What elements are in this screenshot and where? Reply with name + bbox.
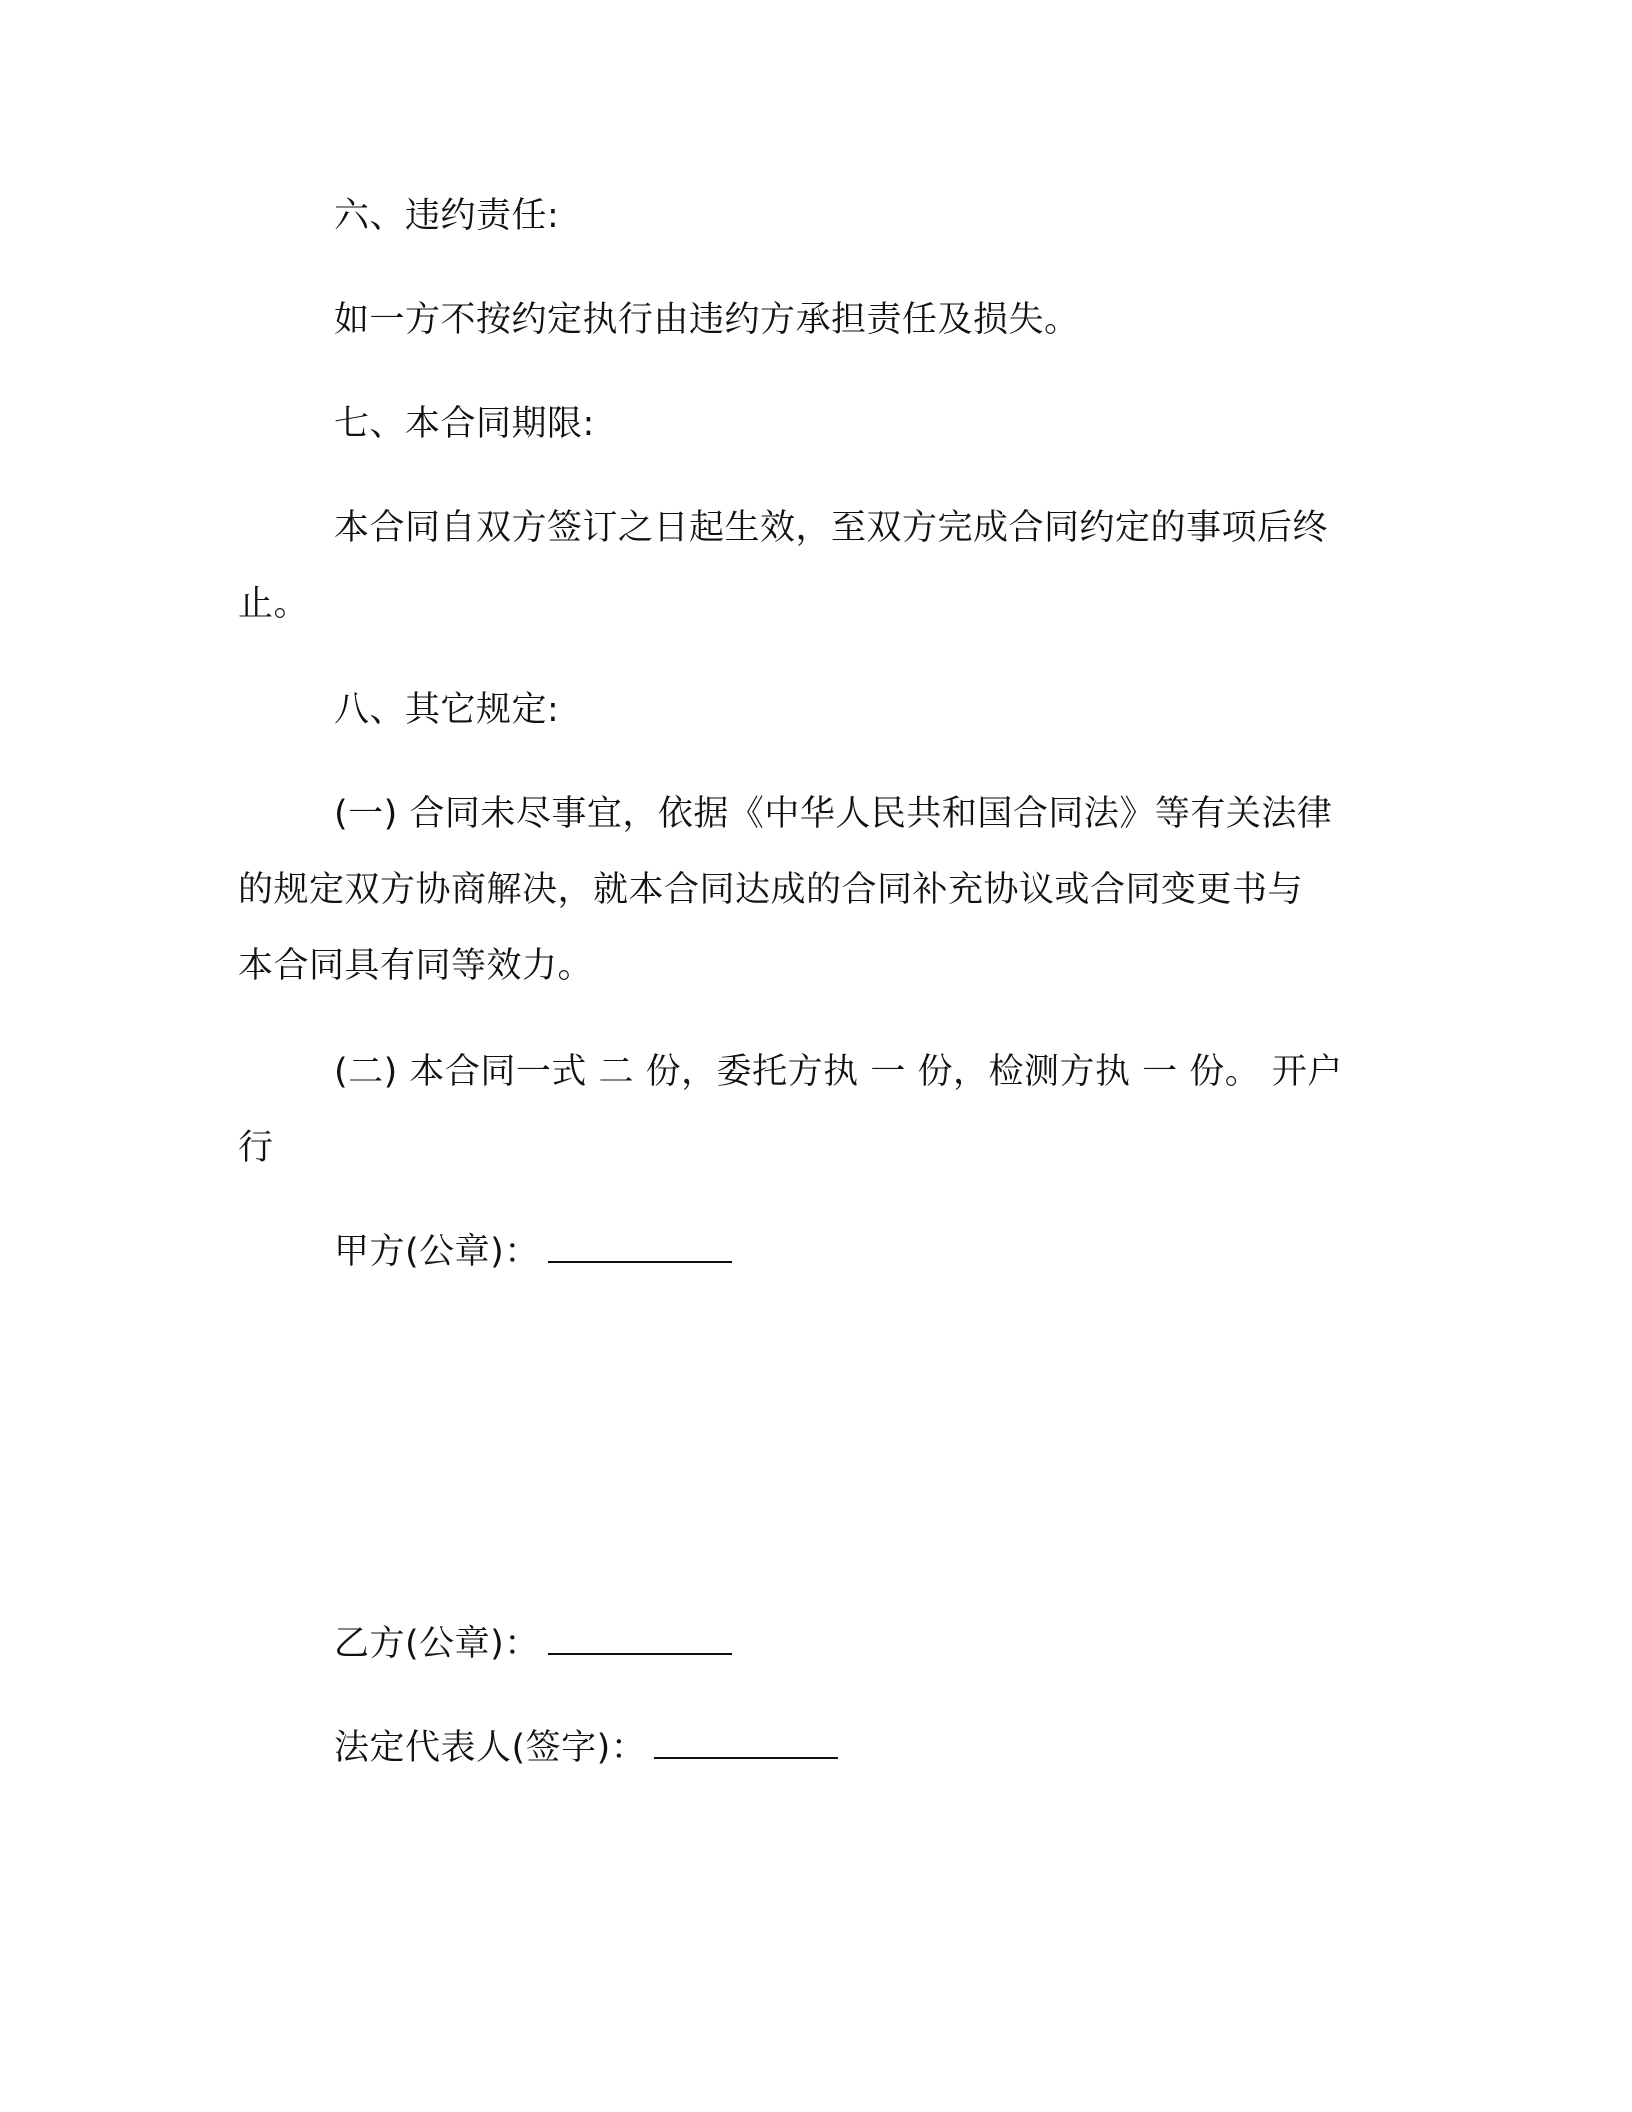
section8-clause1-line1: (一) 合同未尽事宜，依据《中华人民共和国合同法》等有关法律 [334, 794, 1333, 834]
section8-heading: 八、其它规定: [334, 690, 560, 730]
section8-clause2-line1: (二) 本合同一式 二 份，委托方执 一 份，检测方执 一 份。 开户 [334, 1052, 1343, 1092]
section7-body-line2: 止。 [238, 584, 310, 624]
legal-rep-label: 法定代表人(签字)： [334, 1728, 647, 1768]
party-a-label: 甲方(公章)： [334, 1232, 540, 1272]
party-b-blank [548, 1623, 732, 1655]
legal-rep-signature-line [334, 1726, 838, 1770]
section6-heading: 六、违约责任: [334, 196, 560, 236]
section8-clause1-line2: 的规定双方协商解决，就本合同达成的合同补充协议或合同变更书与 [238, 870, 1304, 910]
legal-rep-blank [654, 1727, 838, 1759]
party-a-blank [548, 1231, 732, 1263]
section8-clause1-line3: 本合同具有同等效力。 [238, 946, 594, 986]
party-a-signature-line [334, 1230, 732, 1274]
party-b-signature-line [334, 1622, 732, 1666]
section7-heading: 七、本合同期限: [334, 404, 595, 444]
party-b-label: 乙方(公章)： [334, 1624, 540, 1664]
section8-clause2-line2: 行 [238, 1128, 274, 1168]
section7-body-line1: 本合同自双方签订之日起生效，至双方完成合同约定的事项后终 [334, 508, 1329, 548]
section6-body: 如一方不按约定执行由违约方承担责任及损失。 [334, 300, 1080, 340]
